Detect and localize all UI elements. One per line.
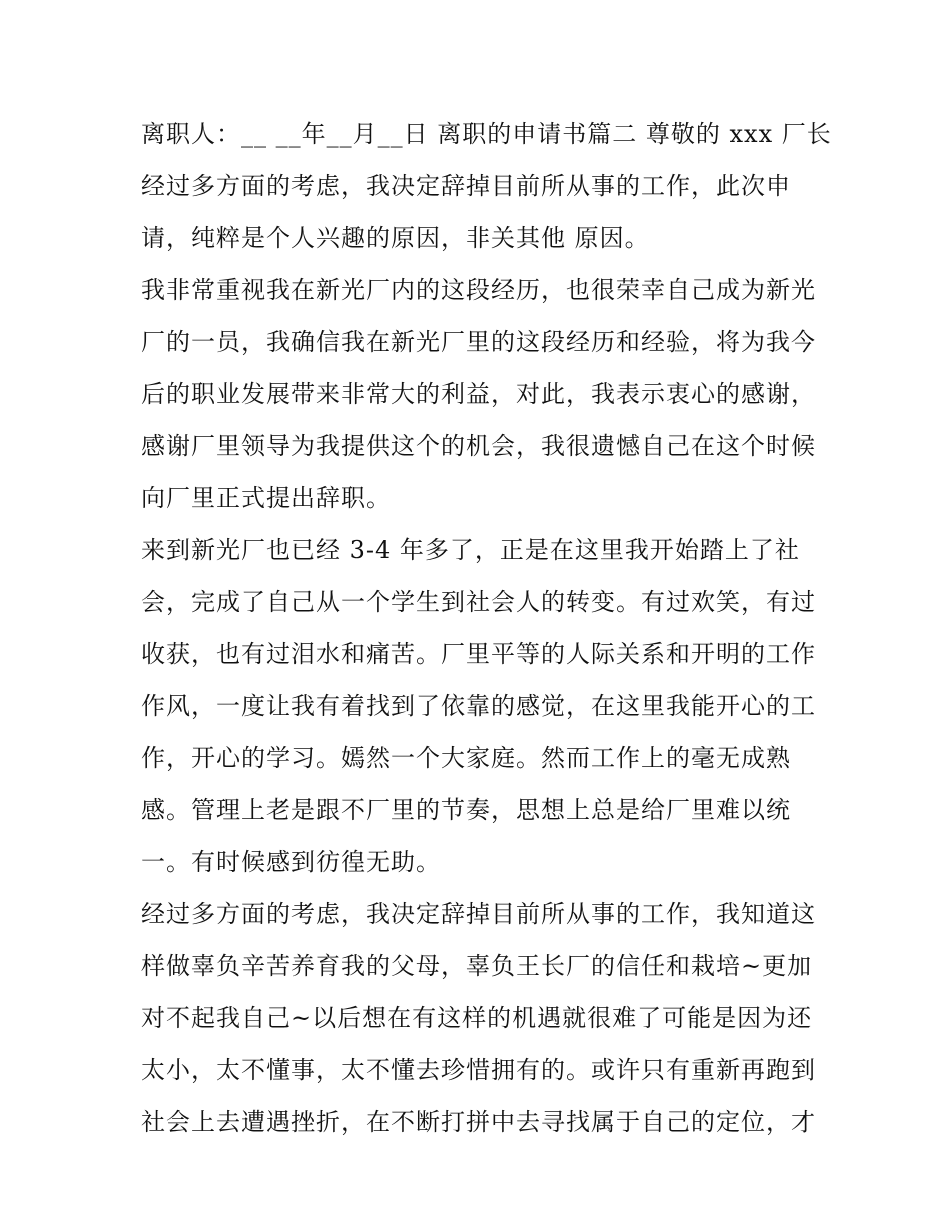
text-line: 作风，一度让我有着找到了依靠的感觉，在这里我能开心的工	[141, 692, 816, 720]
text-line: 作，开心的学习。嫣然一个大家庭。然而工作上的毫无成熟	[141, 744, 791, 772]
text-line: 太小，太不懂事，太不懂去珍惜拥有的。或许只有重新再跑到	[141, 1056, 816, 1084]
text-line: 向厂里正式提出辞职。	[141, 484, 391, 512]
document-page	[141, 108, 832, 1148]
text-line: 离职人：__ __年__月__日 离职的申请书篇二 尊敬的 xxx 厂长	[141, 120, 832, 148]
text-line: 请，纯粹是个人兴趣的原因，非关其他 原因。	[141, 224, 650, 252]
text-line: 后的职业发展带来非常大的利益，对此，我表示衷心的感谢，	[141, 380, 816, 408]
text-line: 社会上去遭遇挫折，在不断打拼中去寻找属于自己的定位，才	[141, 1108, 816, 1136]
text-line: 经过多方面的考虑，我决定辞掉目前所从事的工作，我知道这	[141, 900, 816, 928]
text-line: 对不起我自己~以后想在有这样的机遇就很难了可能是因为还	[141, 1004, 813, 1032]
text-line: 一。有时候感到彷徨无助。	[141, 848, 441, 876]
text-line: 厂的一员，我确信我在新光厂里的这段经历和经验，将为我今	[141, 328, 816, 356]
text-line: 我非常重视我在新光厂内的这段经历，也很荣幸自己成为新光	[141, 276, 816, 304]
text-line: 来到新光厂也已经 3-4 年多了，正是在这里我开始踏上了社	[141, 536, 800, 564]
text-line: 会，完成了自己从一个学生到社会人的转变。有过欢笑，有过	[141, 588, 816, 616]
text-line: 样做辜负辛苦养育我的父母，辜负王长厂的信任和栽培~更加	[141, 952, 813, 980]
text-line: 感谢厂里领导为我提供这个的机会，我很遗憾自己在这个时候	[141, 432, 816, 460]
text-line: 感。管理上老是跟不厂里的节奏，思想上总是给厂里难以统	[141, 796, 791, 824]
text-line: 经过多方面的考虑，我决定辞掉目前所从事的工作，此次申	[141, 172, 791, 200]
text-line: 收获，也有过泪水和痛苦。厂里平等的人际关系和开明的工作	[141, 640, 816, 668]
